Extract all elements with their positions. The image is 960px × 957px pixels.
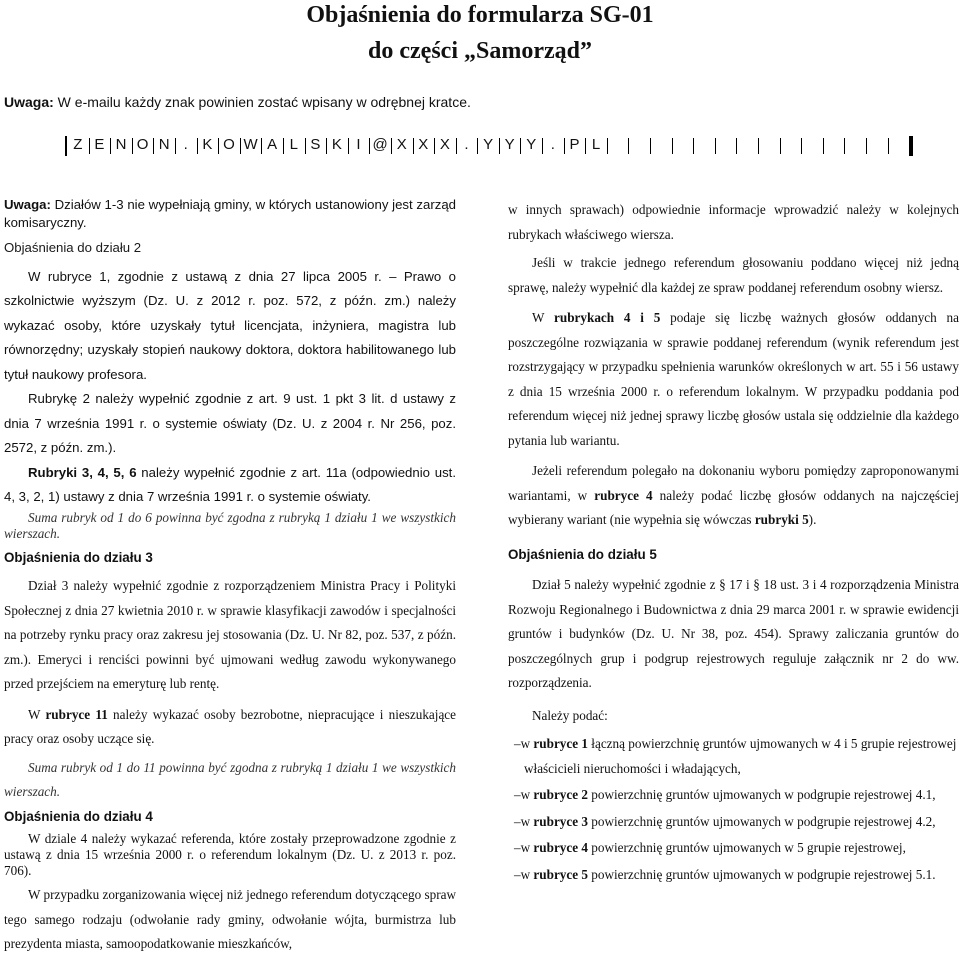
- email-char-box[interactable]: [628, 136, 650, 154]
- bold-ref: rubryce 1: [533, 736, 588, 751]
- list-text: powierzchnię gruntów ujmowanych w 5 grupie rejestrowej,: [588, 840, 906, 855]
- list-item: [508, 836, 959, 861]
- section-3-paragraph-2: [4, 703, 456, 752]
- note-label: Uwaga:: [4, 94, 54, 110]
- note-label: Uwaga:: [4, 197, 51, 212]
- section-2-paragraph-2: [4, 387, 456, 461]
- paragraph-text: należy wypełnić zgodnie z art. 9 ust. 1 pkt 3 lit. d ustawy z dnia 7 września 1991 r. o systemie oświaty (Dz. U. z 2004 r. Nr 256, poz. 2572, z późn. zm.).: [4, 391, 457, 455]
- section-3-sum-note: Suma rubryk od 1 do 11 powinna być zgodna z rubryką 1 działu 1 we wszystkich wierszach.: [4, 759, 456, 799]
- email-char-box[interactable]: .: [175, 136, 197, 154]
- email-char-box[interactable]: [672, 136, 694, 154]
- bold-ref: rubryce 11: [45, 706, 108, 722]
- right-paragraph-1: w innych sprawach) odpowiednie informacje wprowadzić należy w kolejnych rubrykach właściwego wiersza.: [508, 202, 959, 242]
- paragraph-text: podaje się liczbę ważnych głosów oddanych na poszczególne rozwiązania w sprawie poddanej referendum (wynik referendum jest rozstrzygający w przypadku spełnienia warunków określonych w art. 55 i 56 ustawy z dnia 15 września 2000 r. o referendum lokalnym. W przypadku poddania pod referendum więcej niż jednej sprawy liczbę głosów ustala się oddzielnie dla każdego pytania lub wariantu.: [508, 310, 959, 448]
- email-char-box[interactable]: O: [218, 136, 240, 154]
- right-paragraph-2: Jeśli w trakcie jednego referendum głosowaniu poddano więcej niż jedną sprawę, należy wypełnić dla każdej ze spraw poddanej referendum osobny wiersz.: [508, 255, 959, 295]
- paragraph-text: ).: [808, 512, 817, 527]
- email-char-box[interactable]: .: [542, 136, 564, 154]
- email-char-box[interactable]: .: [456, 136, 478, 154]
- email-char-box[interactable]: O: [132, 136, 154, 154]
- email-char-box[interactable]: [801, 136, 823, 154]
- left-column: [4, 196, 456, 957]
- email-char-box[interactable]: Y: [499, 136, 521, 154]
- note-text: W e-mailu każdy znak powinien zostać wpisany w odrębnej kratce.: [53, 94, 471, 110]
- note-text: Działów 1-3 nie wypełniają gminy, w których ustanowiony jest zarząd komisaryczny.: [4, 197, 456, 230]
- email-char-box[interactable]: Y: [477, 136, 499, 154]
- list-dash: –w: [514, 736, 534, 751]
- section-4-paragraph-1: W dziale 4 należy wykazać referenda, które zostały przeprowadzone zgodnie z ustawą z dnia 15 września 2000 r. o referendum lokalnym (Dz. U. z 2013 r. poz. 706).: [4, 831, 456, 878]
- email-char-box[interactable]: X: [413, 136, 435, 154]
- paragraph-text: należy wykazać osoby bezrobotne, niepracujące i nieszukające pracy oraz osoby uczące się.: [4, 706, 456, 746]
- email-char-box[interactable]: [844, 136, 866, 154]
- bold-ref: rubryce 3: [533, 813, 588, 829]
- email-char-box[interactable]: [888, 136, 910, 154]
- email-char-box[interactable]: [693, 136, 715, 154]
- paragraph-text: Jeżeli referendum polegało na dokonaniu wyboru pomiędzy zaproponowanymi wariantami, w: [508, 463, 959, 503]
- page-title: Objaśnienia do formularza SG-01: [306, 2, 654, 28]
- page-subtitle: do części „Samorząd”: [368, 38, 592, 64]
- email-char-box[interactable]: Z: [67, 136, 89, 154]
- bold-ref: rubryki 5: [754, 512, 809, 527]
- list-dash: –w: [514, 840, 534, 855]
- list-text: łączną powierzchnię gruntów ujmowanych w 4 i 5 grupie rejestrowej właścicieli nieruchomości i władających,: [524, 736, 957, 776]
- email-char-box[interactable]: [823, 136, 845, 154]
- section-3-paragraph-1: Dział 3 należy wypełnić zgodnie z rozporządzeniem Ministra Pracy i Polityki Społecznej z dnia 27 kwietnia 2010 r. w sprawie klasyfikacji zawodów i specjalności na potrzeby rynku pracy oraz zakresu jej stosowania (Dz. U. Nr 82, poz. 537, z późn. zm.). Emeryci i renciści powinni być ujmowani według zawodu wykonywanego przed przejściem na emeryturę lub rentę.: [4, 578, 456, 691]
- bold-ref: rubryce 4: [533, 840, 588, 855]
- paragraph-text: należy wypełnić zgodnie z art. 11a (odpowiednio ust. 4, 3, 2, 1) ustawy z dnia 7 września 1991 r. o systemie oświaty.: [4, 464, 456, 504]
- bold-ref: Rubryki 3, 4, 5, 6: [28, 464, 137, 480]
- section-heading-3: Objaśnienia do działu 3: [4, 549, 153, 565]
- email-note: [4, 94, 471, 110]
- paragraph-text: należy podać liczbę głosów oddanych na najczęściej wybierany wariant (nie wypełnia się wówczas: [508, 487, 959, 527]
- nalezy-podac-label: Należy podać:: [532, 707, 608, 723]
- email-char-box[interactable]: N: [153, 136, 175, 154]
- section-4-paragraph-2: W przypadku zorganizowania więcej niż jednego referendum dotyczącego spraw tego samego rodzaju (odwołanie rady gminy, odwołanie wójta, burmistrza lub prezydenta miasta, samoopodatkowanie mieszkańców,: [4, 887, 456, 951]
- email-char-box[interactable]: S: [305, 136, 327, 154]
- email-char-box[interactable]: [607, 136, 629, 154]
- email-char-box[interactable]: @: [369, 136, 391, 154]
- bold-ref: rubryce 5: [533, 866, 588, 882]
- email-char-box[interactable]: A: [261, 136, 283, 154]
- email-char-box[interactable]: [650, 136, 672, 154]
- section-2-paragraph-1: W rubryce 1, zgodnie z ustawą z dnia 27 lipca 2005 r. – Prawo o szkolnictwie wyższym (Dz. U. z 2012 r. poz. 572, z późn. zm.) należy wykazać osoby, które uzyskały tytuł licencjata, inżyniera, magistra lub równorzędny; uzyskały stopień naukowy doktora, doktora habilitowanego lub tytuł naukowy profesora.: [4, 268, 456, 382]
- email-char-box[interactable]: E: [89, 136, 111, 154]
- list-item: [508, 810, 959, 835]
- email-char-box[interactable]: [715, 136, 737, 154]
- email-char-box[interactable]: X: [434, 136, 456, 154]
- section-5-paragraph: Dział 5 należy wypełnić zgodnie z § 17 i § 18 ust. 3 i 4 rozporządzenia Ministra Rozwoju Regionalnego i Budownictwa z dnia 29 marca 2001 r. w sprawie ewidencji gruntów i budynków (Dz. U. Nr 38, poz. 454). Sprawy zaliczania gruntów do poszczególnych grup i podgrup rejestrowych reguluje załącznik nr 2 do ww. rozporządzenia.: [508, 577, 959, 690]
- right-paragraph-4: [508, 459, 959, 533]
- list-item: [508, 863, 959, 888]
- email-char-box[interactable]: N: [110, 136, 132, 154]
- email-char-box[interactable]: W: [240, 136, 262, 154]
- email-char-box[interactable]: [866, 136, 888, 154]
- email-char-box[interactable]: [758, 136, 780, 154]
- list-dash: –w: [514, 866, 534, 882]
- bold-ref: rubryce 2: [533, 787, 588, 802]
- email-box-grid[interactable]: [65, 136, 913, 156]
- list-dash: –w: [514, 787, 534, 802]
- left-note: [4, 196, 456, 232]
- list-text: powierzchnię gruntów ujmowanych w podgrupie rejestrowej 5.1.: [588, 866, 936, 882]
- list-item: [508, 732, 959, 781]
- list-text: powierzchnię gruntów ujmowanych w podgrupie rejestrowej 4.1,: [588, 787, 936, 802]
- section-heading-4: Objaśnienia do działu 4: [4, 808, 153, 824]
- bold-ref: rubryce 4: [594, 487, 653, 503]
- email-char-box[interactable]: [736, 136, 758, 154]
- right-column: [508, 198, 959, 887]
- section-2-sum-note: Suma rubryk od 1 do 6 powinna być zgodna z rubryką 1 działu 1 we wszystkich wierszach.: [4, 509, 456, 541]
- requirements-list: [508, 732, 959, 887]
- section-heading-5: Objaśnienia do działu 5: [508, 546, 657, 562]
- paragraph-text: W: [28, 706, 46, 722]
- email-char-box[interactable]: P: [564, 136, 586, 154]
- list-item: [508, 783, 959, 808]
- list-text: powierzchnię gruntów ujmowanych w podgrupie rejestrowej 4.2,: [588, 813, 936, 829]
- right-paragraph-3: [508, 306, 959, 453]
- email-char-box[interactable]: I: [348, 136, 370, 154]
- email-char-box[interactable]: L: [585, 136, 607, 154]
- email-char-box[interactable]: K: [326, 136, 348, 154]
- email-char-box[interactable]: L: [283, 136, 305, 154]
- section-heading-2: Objaśnienia do działu 2: [4, 240, 142, 255]
- list-dash: –w: [514, 813, 534, 829]
- bold-ref: rubrykach 4 i 5: [554, 310, 661, 325]
- paragraph-text: W: [532, 310, 555, 325]
- email-char-box[interactable]: X: [391, 136, 413, 154]
- email-char-box[interactable]: [780, 136, 802, 154]
- bold-ref: Rubrykę 2: [28, 391, 90, 406]
- section-2-paragraph-3: [4, 461, 456, 510]
- email-char-box[interactable]: K: [197, 136, 219, 154]
- email-char-box[interactable]: Y: [520, 136, 542, 154]
